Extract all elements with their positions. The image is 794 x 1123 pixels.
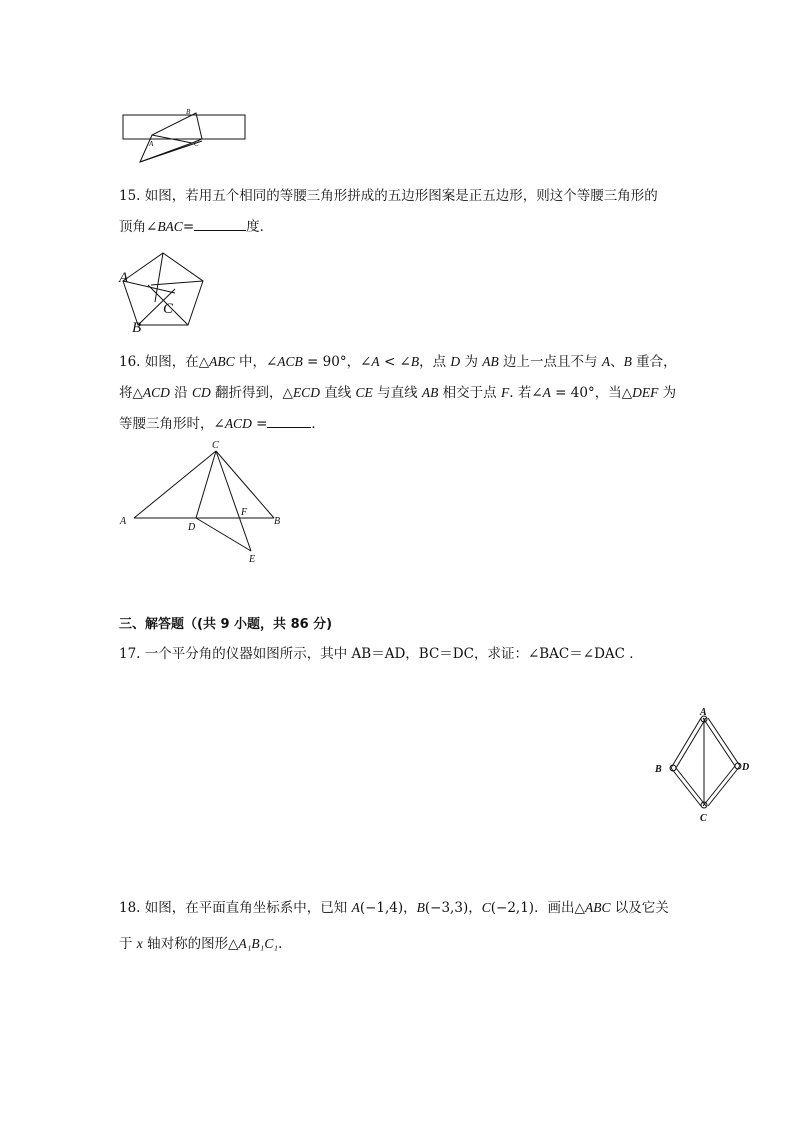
q16-t1a: 16. 如图，在△ — [119, 354, 210, 370]
q16-t1b: ABC — [209, 354, 235, 369]
q16-t2b: ACD — [142, 385, 170, 400]
q16-t1o: 、 — [610, 354, 624, 370]
q16-t2g: 直线 — [319, 385, 356, 401]
q15-line1 — [119, 187, 658, 205]
q17-line — [119, 645, 643, 663]
q18-line1 — [119, 899, 669, 917]
figure-q16-triangle — [116, 436, 291, 568]
q17-text: 17. 一个平分角的仪器如图所示，其中 AB＝AD，BC＝DC，求证：∠BAC＝∠DAC ． — [119, 646, 643, 662]
q16-t1q: 重合， — [631, 354, 677, 370]
q16-fig-label-a: A — [120, 516, 127, 527]
q16-t2d: CD — [191, 385, 211, 400]
q18-point-c: C — [481, 900, 491, 915]
q18-t2c: . — [278, 936, 283, 952]
q18-point-a-coord: (−1,4) — [359, 900, 404, 916]
q17-fig-label-a: A — [700, 707, 707, 718]
q18-t1b: ．画出△ — [534, 900, 585, 916]
q16-t1j: D — [450, 354, 461, 369]
q18-sep2: ， — [468, 900, 482, 916]
section-heading-solve: 三、解答题（(共 9 小题，共 86 分) — [119, 617, 333, 632]
q16-t2n: A — [542, 385, 551, 400]
q16-t1n: A — [601, 354, 611, 369]
q16-line3 — [119, 415, 325, 433]
q16-t2e: 翻折得到，△ — [210, 385, 293, 401]
q18-point-a: A — [351, 900, 360, 915]
q16-t3d: ． — [311, 416, 325, 432]
q18-axis: x — [136, 936, 143, 951]
q14-label-b: B — [186, 108, 191, 116]
q16-t2h: CE — [355, 385, 373, 400]
q18-point-b-coord: (−3,3) — [424, 900, 469, 916]
q18-point-b: B — [416, 900, 425, 915]
q16-fig-label-d: D — [188, 522, 196, 533]
q16-fig-label-b: B — [274, 516, 281, 527]
q15-fig-label-a: A — [119, 270, 129, 286]
q15-suffix: 度． — [246, 219, 274, 235]
q15-answer-blank[interactable] — [194, 218, 246, 231]
q16-t2l: F — [500, 385, 510, 400]
q16-line1 — [119, 353, 677, 371]
q15-fig-label-b: B — [132, 320, 142, 336]
figure-q15-pentagon — [115, 245, 215, 337]
q16-t3a: 等腰三角形时，∠ — [119, 416, 225, 432]
q16-t1e: = 90°，∠ — [302, 354, 372, 370]
q16-t1d: ACB — [277, 354, 303, 369]
q16-t1k: 为 — [460, 354, 483, 370]
q16-t1h: B — [410, 354, 420, 369]
q18-t1a: 18. 如图，在平面直角坐标系中，已知 — [119, 900, 352, 916]
q18-t1c: 以及它关 — [610, 900, 669, 916]
q16-t2q: 为 — [658, 385, 677, 401]
q16-t3c: = — [251, 416, 268, 432]
q18-sep1: ， — [403, 900, 417, 916]
q16-t2o: = 40°，当△ — [550, 385, 633, 401]
q16-t3b: ACD — [224, 416, 252, 431]
q16-t1g: < ∠ — [379, 354, 411, 370]
q16-t1c: 中，∠ — [234, 354, 278, 370]
q14-label-a: A — [149, 140, 154, 148]
q16-fig-label-c: C — [212, 440, 219, 451]
q16-t2p: DEF — [632, 385, 659, 400]
q18-triangle: ABC — [584, 900, 611, 915]
q16-fig-label-e: E — [249, 554, 256, 565]
q16-t1l: AB — [482, 354, 499, 369]
q16-t1i: ，点 — [419, 354, 451, 370]
q16-t2m: . 若∠ — [509, 385, 543, 401]
q17-fig-label-b: B — [655, 764, 662, 775]
figure-q17-instrument — [652, 705, 754, 825]
q18-triangle-reflected: A₁B₁C₁ — [238, 936, 279, 951]
q18-point-c-coord: (−2,1) — [490, 900, 535, 916]
q16-t1p: B — [623, 354, 632, 369]
q18-t2b: 轴对称的图形△ — [142, 936, 239, 952]
q16-t2k: 相交于点 — [438, 385, 501, 401]
q16-t2j: AB — [421, 385, 439, 400]
q15-line2 — [119, 218, 273, 236]
q18-line2 — [119, 935, 282, 953]
q15-prefix: 顶角∠ — [119, 219, 158, 235]
q16-t1m: 边上一点且不与 — [498, 354, 602, 370]
q18-t2a: 于 — [119, 936, 137, 952]
q16-t2c: 沿 — [169, 385, 192, 401]
q16-line2 — [119, 384, 676, 402]
q15-eq: = — [182, 219, 195, 235]
q16-answer-blank[interactable] — [267, 415, 311, 428]
q16-fig-label-f: F — [241, 507, 248, 518]
q15-var: BAC — [157, 219, 183, 234]
q17-fig-label-d: D — [742, 762, 750, 773]
q16-t2i: 与直线 — [372, 385, 422, 401]
q15-fig-label-c: C — [163, 301, 174, 317]
q17-fig-label-c: C — [700, 813, 707, 824]
q14-label-c: C — [194, 140, 199, 148]
q16-t2a: 将△ — [119, 385, 143, 401]
q16-t1f: A — [371, 354, 380, 369]
figure-q14-folded-strip — [118, 105, 253, 170]
q16-t2f: ECD — [292, 385, 320, 400]
q15-text-line1: 15. 如图，若用五个相同的等腰三角形拼成的五边形图案是正五边形，则这个等腰三角形的 — [119, 188, 658, 204]
